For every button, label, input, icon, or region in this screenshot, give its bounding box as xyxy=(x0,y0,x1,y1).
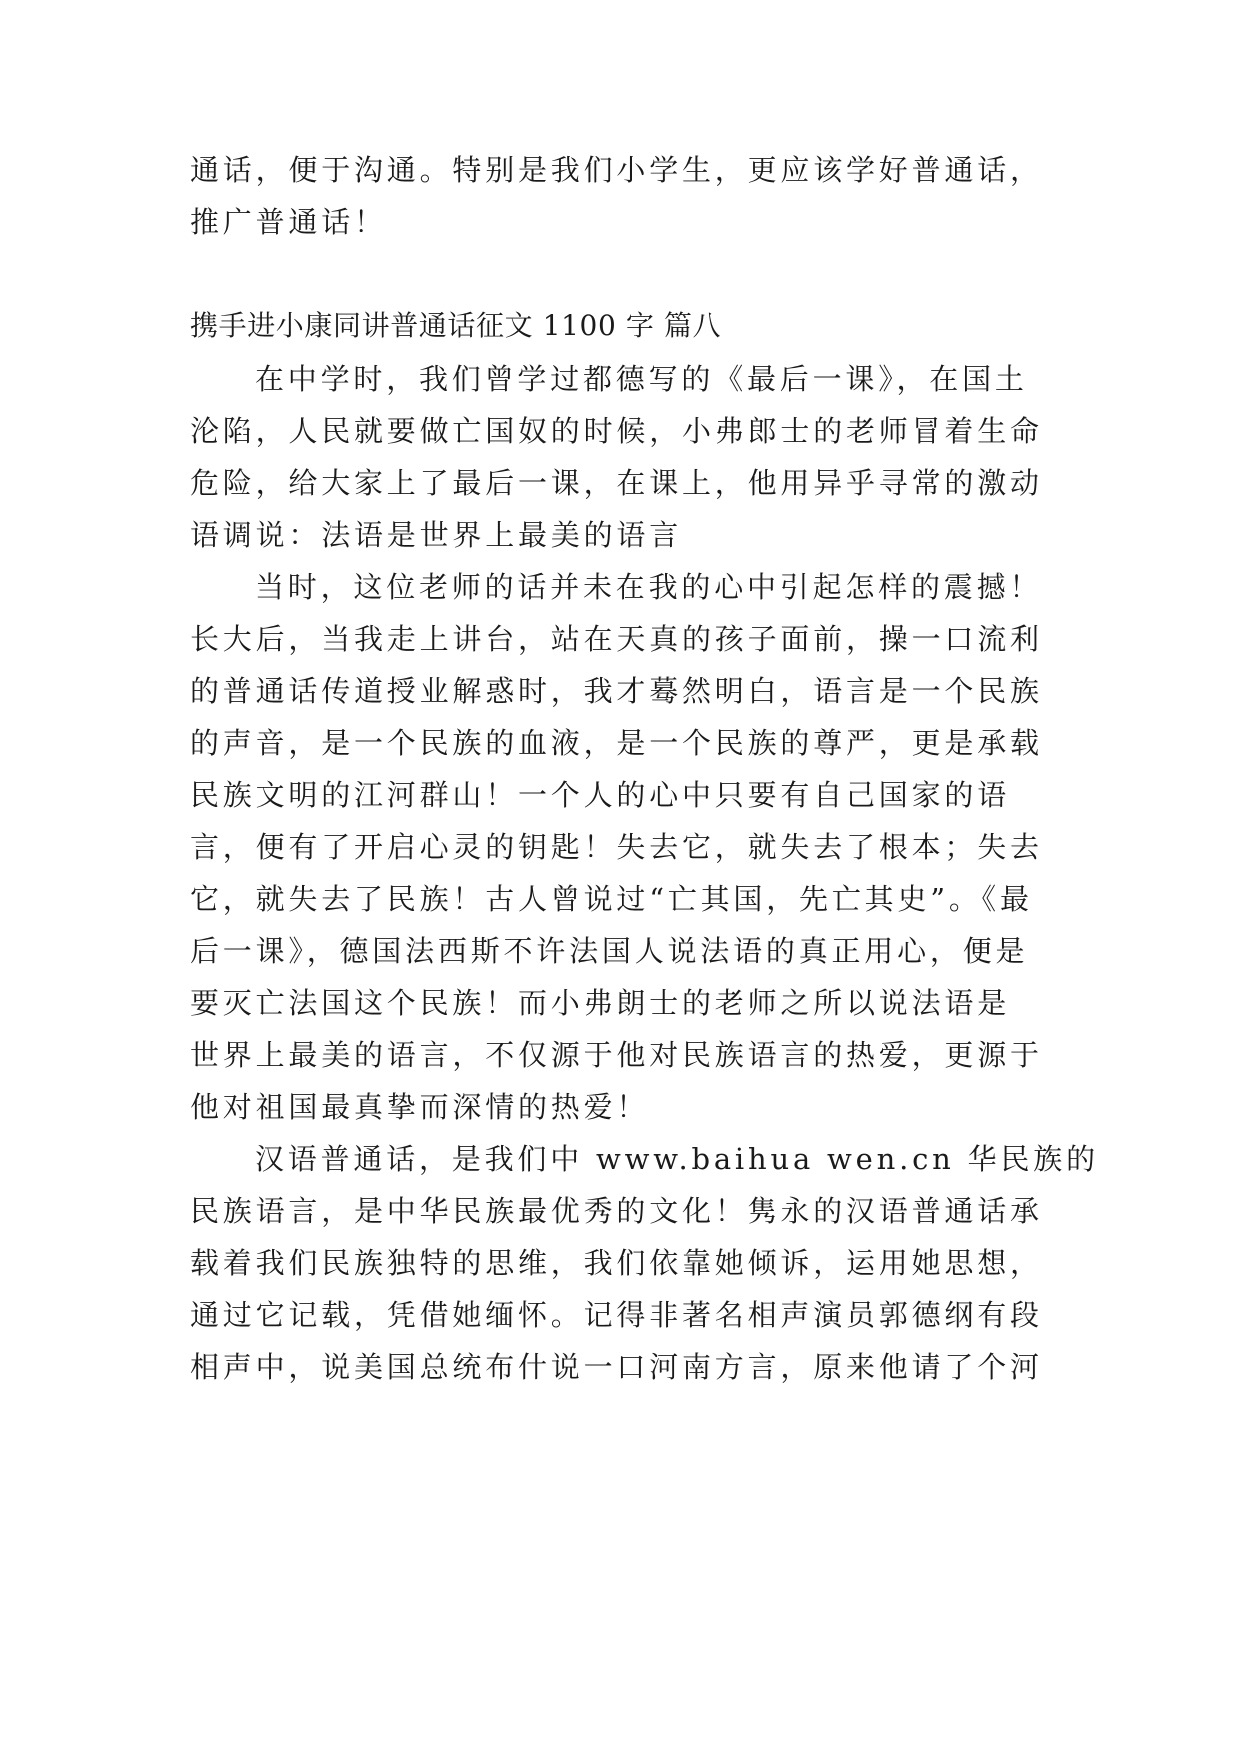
section-heading: 携手进小康同讲普通话征文 1100 字 篇八 xyxy=(190,309,722,342)
paragraph-line: 沦陷，人民就要做亡国奴的时候，小弗郎士的老师冒着生命 xyxy=(190,414,1043,448)
paragraph-line: 它，就失去了民族！古人曾说过“亡其国，先亡其史”。《最 xyxy=(190,882,1033,916)
paragraph-line: 汉语普通话，是我们中 www.baihua wen.cn 华民族的 xyxy=(255,1142,1099,1176)
paragraph-line: 长大后，当我走上讲台，站在天真的孩子面前，操一口流利 xyxy=(190,622,1043,656)
paragraph-line: 推广普通话！ xyxy=(190,205,387,239)
paragraph-line: 载着我们民族独特的思维，我们依靠她倾诉，运用她思想， xyxy=(190,1246,1043,1280)
paragraph-line: 他对祖国最真挚而深情的热爱！ xyxy=(190,1090,650,1124)
paragraph-line: 民族语言，是中华民族最优秀的文化！隽永的汉语普通话承 xyxy=(190,1194,1043,1228)
paragraph-line: 民族文明的江河群山！一个人的心中只要有自己国家的语 xyxy=(190,778,1011,812)
paragraph-line: 言，便有了开启心灵的钥匙！失去它，就失去了根本；失去 xyxy=(190,830,1043,864)
paragraph-line: 通过它记载，凭借她缅怀。记得非著名相声演员郭德纲有段 xyxy=(190,1298,1043,1332)
paragraph-line: 的声音，是一个民族的血液，是一个民族的尊严，更是承载 xyxy=(190,726,1043,760)
paragraph-line: 通话，便于沟通。特别是我们小学生，更应该学好普通话， xyxy=(190,153,1043,187)
paragraph-line: 在中学时，我们曾学过都德写的《最后一课》，在国土 xyxy=(255,362,1028,396)
paragraph-line: 当时，这位老师的话并未在我的心中引起怎样的震撼！ xyxy=(255,570,1043,604)
paragraph-line: 要灭亡法国这个民族！而小弗朗士的老师之所以说法语是 xyxy=(190,986,1011,1020)
paragraph-line: 相声中，说美国总统布什说一口河南方言，原来他请了个河 xyxy=(190,1350,1043,1384)
paragraph-line: 世界上最美的语言，不仅源于他对民族语言的热爱，更源于 xyxy=(190,1038,1043,1072)
paragraph-line: 危险，给大家上了最后一课，在课上，他用异乎寻常的激动 xyxy=(190,466,1043,500)
paragraph-line: 的普通话传道授业解惑时，我才蓦然明白，语言是一个民族 xyxy=(190,674,1043,708)
paragraph-line: 语调说：法语是世界上最美的语言 xyxy=(190,518,683,552)
paragraph-line: 后一课》，德国法西斯不许法国人说法语的真正用心，便是 xyxy=(190,934,1029,968)
